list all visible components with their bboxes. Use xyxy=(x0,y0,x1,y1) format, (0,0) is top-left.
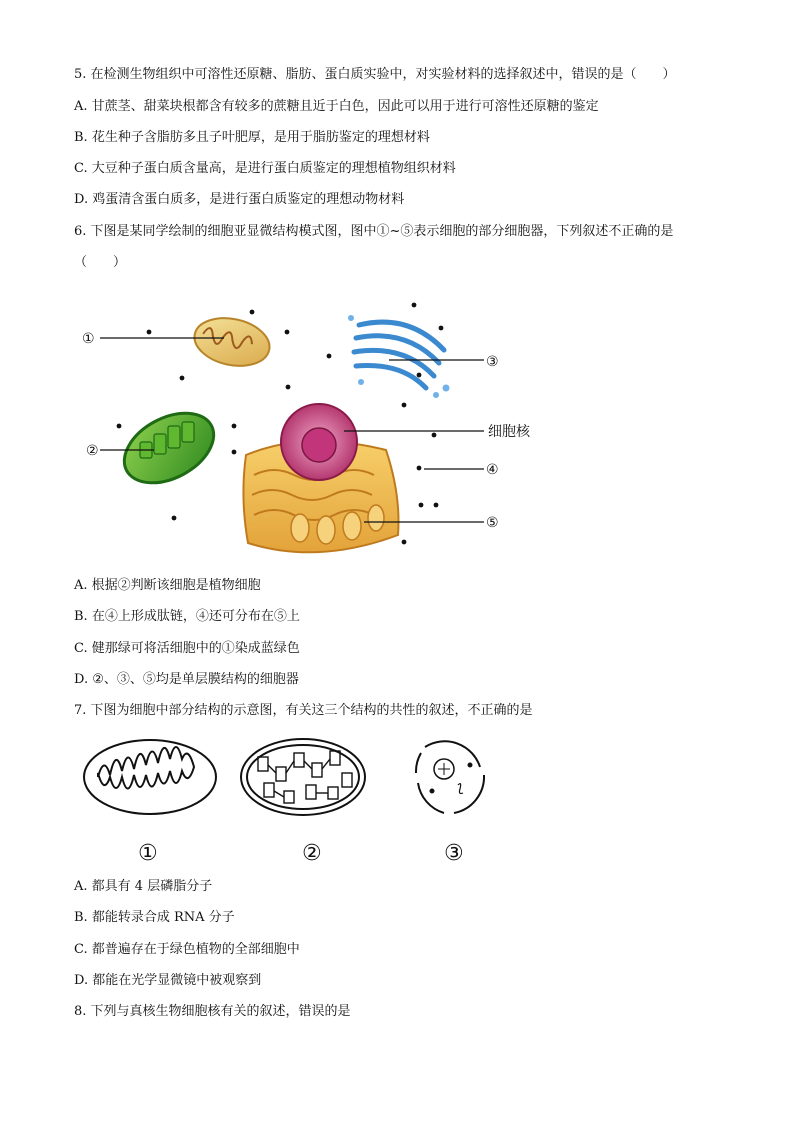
q6-option-c: C. 健那绿可将活细胞中的①染成蓝绿色 xyxy=(74,641,300,656)
q6-option-a: A. 根据②判断该细胞是植物细胞 xyxy=(74,578,261,593)
chloroplast-illustration xyxy=(113,399,226,497)
q7-label-2: ② xyxy=(302,841,322,866)
label-4: ④ xyxy=(486,462,499,478)
q5-option-d: D. 鸡蛋清含蛋白质多，是进行蛋白质鉴定的理想动物材料 xyxy=(74,192,405,207)
q7-option-c: C. 都普遍存在于绿色植物的全部细胞中 xyxy=(74,942,300,957)
q7-label-3: ③ xyxy=(444,841,464,866)
structure-2-chloroplast xyxy=(241,739,365,815)
golgi-illustration xyxy=(348,315,450,398)
q6-stem-bracket: （ ） xyxy=(74,255,127,270)
structure-1-mitochondrion xyxy=(84,740,216,814)
q6-option-d: D. ②、③、⑤均是单层膜结构的细胞器 xyxy=(74,672,299,687)
label-nucleus: 细胞核 xyxy=(488,424,530,440)
q7-option-b: B. 都能转录合成 RNA 分子 xyxy=(74,910,235,925)
q7-option-d: D. 都能在光学显微镜中被观察到 xyxy=(74,973,262,988)
label-5: ⑤ xyxy=(486,515,499,531)
q6-option-b: B. 在④上形成肽链，④还可分布在⑤上 xyxy=(74,609,300,624)
q8-stem: 8. 下列与真核生物细胞核有关的叙述，错误的是 xyxy=(74,1004,351,1019)
q7-label-1: ① xyxy=(138,841,158,866)
q5-stem: 5. 在检测生物组织中可溶性还原糖、脂肪、蛋白质实验中，对实验材料的选择叙述中，错误的是（ ） xyxy=(74,67,676,82)
cell-body-illustration xyxy=(243,404,398,552)
q7-stem: 7. 下图为细胞中部分结构的示意图，有关这三个结构的共性的叙述，不正确的是 xyxy=(74,703,533,718)
q6-stem: 6. 下图是某同学绘制的细胞亚显微结构模式图，图中①~⑤表示细胞的部分细胞器，下列叙述不正确的是 xyxy=(74,224,674,239)
mitochondrion-illustration xyxy=(190,312,274,373)
q5-option-b: B. 花生种子含脂肪多且子叶肥厚，是用于脂肪鉴定的理想材料 xyxy=(74,130,430,145)
q5-option-a: A. 甘蔗茎、甜菜块根都含有较多的蔗糖且近于白色，因此可以用于进行可溶性还原糖的鉴定 xyxy=(74,99,599,114)
label-2: ② xyxy=(86,443,99,459)
structure-3-nucleus xyxy=(416,741,484,813)
q7-option-a: A. 都具有 4 层磷脂分子 xyxy=(74,879,213,894)
three-structures-figure xyxy=(80,735,500,870)
cell-ultrastructure-figure xyxy=(74,290,544,565)
q5-option-c: C. 大豆种子蛋白质含量高，是进行蛋白质鉴定的理想植物组织材料 xyxy=(74,161,456,176)
label-3: ③ xyxy=(486,354,499,370)
label-1: ① xyxy=(82,331,95,347)
